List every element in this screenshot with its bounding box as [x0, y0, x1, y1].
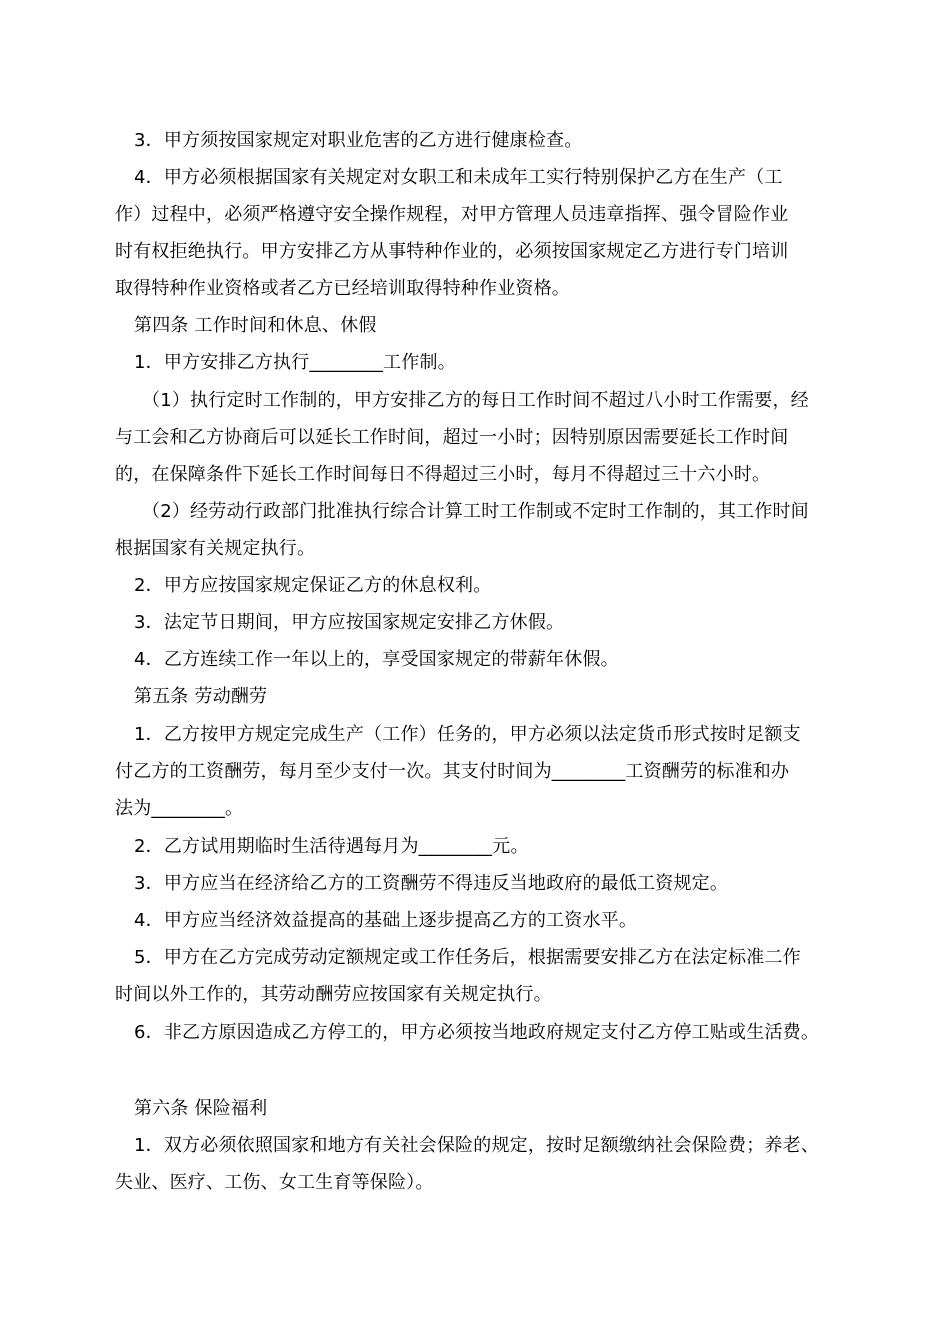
article-4-item-4: 4．乙方连续工作一年以上的，享受国家规定的带薪年休假。: [134, 649, 619, 670]
clause-4-line-3: 时有权拒绝执行。甲方安排乙方从事特种作业的，必须按国家规定乙方进行专门培训: [115, 241, 789, 262]
article-4-sub-2-line-2: 根据国家有关规定执行。: [115, 538, 316, 559]
article-5-item-1-line-3: 法为________。: [115, 798, 244, 819]
article-5-item-2: 2．乙方试用期临时生活待遇每月为________元。: [134, 836, 529, 857]
clause-4-line-4: 取得特种作业资格或者乙方已经培训取得特种作业资格。: [115, 278, 570, 299]
article-4-item-2: 2．甲方应按国家规定保证乙方的休息权利。: [134, 575, 492, 596]
article-6-item-1-line-2: 失业、医疗、工伤、女工生育等保险）。: [115, 1172, 434, 1193]
article-4-item-1: 1．甲方安排乙方执行________工作制。: [134, 352, 456, 373]
article-4-sub-1-line-3: 的，在保障条件下延长工作时间每日不得超过三小时，每月不得超过三十六小时。: [115, 464, 771, 485]
article-5-item-1-line-1: 1．乙方按甲方规定完成生产（工作）任务的，甲方必须以法定货币形式按时足额支: [134, 724, 801, 745]
article-5-item-1-line-2: 付乙方的工资酬劳，每月至少支付一次。其支付时间为________工资酬劳的标准和办: [115, 761, 790, 782]
article-4-sub-2-line-1: （2）经劳动行政部门批准执行综合计算工时工作制或不定时工作制的，其工作时间: [142, 501, 809, 522]
article-6-heading: 第六条 保险福利: [134, 1098, 268, 1119]
article-5-item-6: 6．非乙方原因造成乙方停工的，甲方必须按当地政府规定支付乙方停工贴或生活费。: [134, 1022, 820, 1043]
article-4-sub-1-line-1: （1）执行定时工作制的，甲方安排乙方的每日工作时间不超过八小时工作需要，经: [142, 390, 809, 411]
article-4-item-3: 3．法定节日期间，甲方应按国家规定安排乙方休假。: [134, 612, 565, 633]
article-5-item-5-line-2: 时间以外工作的，其劳动酬劳应按国家有关规定执行。: [115, 984, 552, 1005]
article-5-item-5-line-1: 5．甲方在乙方完成劳动定额规定或工作任务后，根据需要安排乙方在法定标准二作: [134, 947, 801, 968]
article-5-item-3: 3．甲方应当在经济给乙方的工资酬劳不得违反当地政府的最低工资规定。: [134, 873, 729, 894]
article-6-item-1-line-1: 1．双方必须依照国家和地方有关社会保险的规定，按时足额缴纳社会保险费；养老、: [134, 1135, 820, 1156]
clause-4-line-2: 作）过程中，必须严格遵守安全操作规程，对甲方管理人员违章指挥、强令冒险作业: [115, 204, 789, 225]
article-4-sub-1-line-2: 与工会和乙方协商后可以延长工作时间，超过一小时；因特别原因需要延长工作时间: [115, 427, 789, 448]
article-5-heading: 第五条 劳动酬劳: [134, 686, 268, 707]
article-5-item-4: 4．甲方应当经济效益提高的基础上逐步提高乙方的工资水平。: [134, 910, 638, 931]
clause-3-health-check: 3．甲方须按国家规定对职业危害的乙方进行健康检查。: [134, 130, 583, 151]
clause-4-line-1: 4．甲方必须根据国家有关规定对女职工和未成年工实行特别保护乙方在生产（工: [134, 167, 783, 188]
article-4-heading: 第四条 工作时间和休息、休假: [134, 315, 377, 336]
